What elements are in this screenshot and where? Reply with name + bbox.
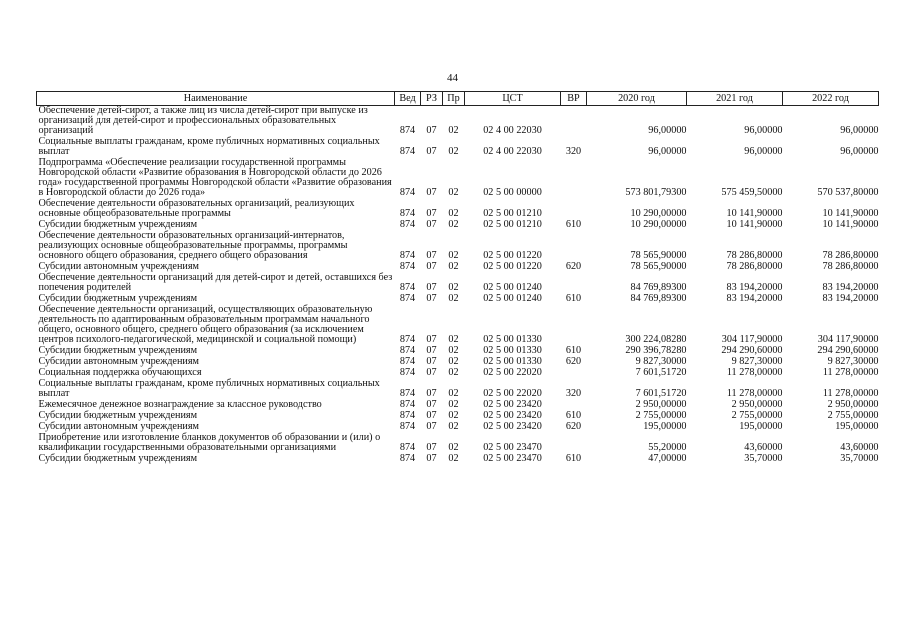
cell-2020: 78 565,90000 xyxy=(630,261,687,272)
cell-2020: 7 601,51720 xyxy=(635,388,687,399)
col-header-rz: РЗ xyxy=(421,92,443,106)
cell-2022: 11 278,00000 xyxy=(822,388,879,399)
cell-ved: 874 xyxy=(399,250,416,261)
cell-cst: 02 5 00 23420 xyxy=(483,421,542,432)
cell-2022: 195,00000 xyxy=(835,421,879,432)
cell-name: Субсидии автономным учреждениям xyxy=(38,421,199,432)
cell-ved: 874 xyxy=(399,442,416,453)
cell-2021: 11 278,00000 xyxy=(726,388,783,399)
cell-name: Социальные выплаты гражданам, кроме публичных нормативных социальных выплат xyxy=(38,378,380,399)
cell-pr: 02 xyxy=(448,345,459,356)
cell-name: Обеспечение деятельности организаций для детей-сирот и детей, оставшихся без попечения родителей xyxy=(38,272,393,293)
cell-2020: 2 755,00000 xyxy=(635,410,687,421)
cell-vr xyxy=(561,305,587,346)
cell-rz: 07 xyxy=(426,388,437,399)
cell-pr: 02 xyxy=(448,293,459,304)
cell-2022: 96,00000 xyxy=(840,146,879,157)
cell-name: Ежемесячное денежное вознаграждение за классное руководство xyxy=(38,399,322,410)
cell-2021: 2 950,00000 xyxy=(731,399,783,410)
cell-2022: 96,00000 xyxy=(840,125,879,136)
cell-name: Субсидии бюджетным учреждениям xyxy=(38,293,198,304)
table-row xyxy=(37,454,879,465)
col-header-pr: Пр xyxy=(443,92,465,106)
cell-2021: 9 827,30000 xyxy=(731,356,783,367)
cell-2020: 10 290,00000 xyxy=(630,208,687,219)
cell-ved: 874 xyxy=(399,453,416,464)
cell-2021: 304 117,90000 xyxy=(721,334,783,345)
col-header-cst: ЦСТ xyxy=(465,92,561,106)
cell-cst: 02 5 00 23470 xyxy=(483,453,542,464)
cell-rz: 07 xyxy=(426,367,437,378)
cell-pr: 02 xyxy=(448,410,459,421)
cell-rz: 07 xyxy=(426,146,437,157)
cell-name: Субсидии бюджетным учреждениям xyxy=(38,219,198,230)
cell-2020: 78 565,90000 xyxy=(630,250,687,261)
cell-vr: 610 xyxy=(565,345,582,356)
cell-rz: 07 xyxy=(426,442,437,453)
cell-2020: 195,00000 xyxy=(643,421,687,432)
cell-2021: 78 286,80000 xyxy=(726,261,783,272)
cell-2020: 9 827,30000 xyxy=(635,356,687,367)
cell-vr: 620 xyxy=(565,356,582,367)
cell-2021: 43,60000 xyxy=(744,442,783,453)
cell-vr: 320 xyxy=(565,388,582,399)
cell-2021: 575 459,50000 xyxy=(721,187,783,198)
table-row xyxy=(37,433,879,454)
table-row xyxy=(37,273,879,294)
cell-2021: 35,70000 xyxy=(744,453,783,464)
cell-pr: 02 xyxy=(448,187,459,198)
cell-name: Субсидии бюджетным учреждениям xyxy=(38,453,198,464)
cell-vr: 610 xyxy=(565,410,582,421)
table-row xyxy=(37,199,879,220)
cell-name: Субсидии бюджетным учреждениям xyxy=(38,410,198,421)
cell-2020: 47,00000 xyxy=(648,453,687,464)
cell-cst: 02 5 00 01220 xyxy=(483,250,542,261)
cell-2022: 2 755,00000 xyxy=(827,410,879,421)
cell-2021: 83 194,20000 xyxy=(726,293,783,304)
cell-2022: 570 537,80000 xyxy=(817,187,879,198)
cell-name: Субсидии бюджетным учреждениям xyxy=(38,345,198,356)
cell-name: Обеспечение деятельности образовательных организаций-интернатов, реализующих основные общеобразовательные программы, программы основного общего образования, среднего общего образования xyxy=(38,230,348,261)
cell-cst: 02 4 00 22030 xyxy=(483,125,542,136)
cell-vr: 610 xyxy=(565,219,582,230)
cell-cst: 02 5 00 22020 xyxy=(483,388,542,399)
cell-name: Обеспечение деятельности организаций, осуществляющих образовательную деятельность по адаптированным образовательным программам начального общего, основного общего, среднего общего образования (за исключением центров психолого-педагогической, медицинской и социальной помощи) xyxy=(38,304,373,345)
cell-rz: 07 xyxy=(426,334,437,345)
cell-pr: 02 xyxy=(448,146,459,157)
cell-pr: 02 xyxy=(448,261,459,272)
cell-ved: 874 xyxy=(399,293,416,304)
cell-rz: 07 xyxy=(426,293,437,304)
cell-2021: 96,00000 xyxy=(744,146,783,157)
cell-vr: 620 xyxy=(565,421,582,432)
cell-2022: 83 194,20000 xyxy=(822,293,879,304)
col-header-vr: ВР xyxy=(561,92,587,106)
cell-2022: 83 194,20000 xyxy=(822,282,879,293)
cell-ved: 874 xyxy=(399,125,416,136)
cell-ved: 874 xyxy=(399,410,416,421)
cell-ved: 874 xyxy=(399,208,416,219)
cell-rz: 07 xyxy=(426,187,437,198)
table-row xyxy=(37,231,879,262)
cell-2022: 43,60000 xyxy=(840,442,879,453)
cell-2021: 83 194,20000 xyxy=(726,282,783,293)
col-header-name: Наименование xyxy=(37,92,395,106)
cell-name: Субсидии автономным учреждениям xyxy=(38,356,199,367)
col-header-2020: 2020 год xyxy=(587,92,687,106)
cell-2020: 84 769,89300 xyxy=(630,293,687,304)
cell-cst: 02 5 00 23420 xyxy=(483,410,542,421)
cell-2022: 78 286,80000 xyxy=(822,261,879,272)
cell-ved: 874 xyxy=(399,421,416,432)
cell-2022: 78 286,80000 xyxy=(822,250,879,261)
cell-rz: 07 xyxy=(426,399,437,410)
cell-vr xyxy=(561,273,587,294)
cell-vr xyxy=(561,368,587,379)
cell-cst: 02 5 00 01330 xyxy=(483,334,542,345)
header-row xyxy=(37,92,879,106)
budget-table xyxy=(36,91,879,465)
cell-2022: 10 141,90000 xyxy=(822,219,879,230)
table-row xyxy=(37,305,879,346)
cell-ved: 874 xyxy=(399,282,416,293)
cell-2022: 304 117,90000 xyxy=(817,334,879,345)
cell-name: Приобретение или изготовление бланков документов об образовании и (или) о квалификации государственными образовательными организациями xyxy=(38,432,381,453)
cell-2021: 10 141,90000 xyxy=(726,219,783,230)
cell-ved: 874 xyxy=(399,367,416,378)
cell-rz: 07 xyxy=(426,208,437,219)
cell-rz: 07 xyxy=(426,453,437,464)
cell-pr: 02 xyxy=(448,388,459,399)
cell-rz: 07 xyxy=(426,356,437,367)
table-row xyxy=(37,379,879,400)
cell-2021: 78 286,80000 xyxy=(726,250,783,261)
cell-pr: 02 xyxy=(448,421,459,432)
cell-cst: 02 5 00 01330 xyxy=(483,356,542,367)
cell-2022: 35,70000 xyxy=(840,453,879,464)
cell-cst: 02 5 00 01240 xyxy=(483,293,542,304)
cell-vr xyxy=(561,199,587,220)
cell-ved: 874 xyxy=(399,187,416,198)
cell-rz: 07 xyxy=(426,410,437,421)
cell-name: Субсидии автономным учреждениям xyxy=(38,261,199,272)
cell-cst: 02 5 00 23470 xyxy=(483,442,542,453)
cell-pr: 02 xyxy=(448,250,459,261)
cell-pr: 02 xyxy=(448,125,459,136)
cell-2021: 294 290,60000 xyxy=(721,345,783,356)
cell-2021: 10 141,90000 xyxy=(726,208,783,219)
page-number: 44 xyxy=(447,72,458,84)
cell-vr xyxy=(561,231,587,262)
cell-ved: 874 xyxy=(399,146,416,157)
cell-2021: 11 278,00000 xyxy=(726,367,783,378)
cell-vr: 610 xyxy=(565,293,582,304)
cell-rz: 07 xyxy=(426,345,437,356)
cell-pr: 02 xyxy=(448,399,459,410)
cell-name: Социальная поддержка обучающихся xyxy=(38,367,202,378)
col-header-ved: Вед xyxy=(395,92,421,106)
table-row xyxy=(37,137,879,158)
cell-cst: 02 5 00 23420 xyxy=(483,399,542,410)
cell-rz: 07 xyxy=(426,282,437,293)
cell-rz: 07 xyxy=(426,261,437,272)
cell-cst: 02 5 00 22020 xyxy=(483,367,542,378)
cell-ved: 874 xyxy=(399,334,416,345)
cell-cst: 02 5 00 01210 xyxy=(483,219,542,230)
cell-rz: 07 xyxy=(426,125,437,136)
col-header-2021: 2021 год xyxy=(687,92,783,106)
cell-2020: 10 290,00000 xyxy=(630,219,687,230)
cell-vr xyxy=(561,106,587,138)
cell-2020: 96,00000 xyxy=(648,125,687,136)
cell-cst: 02 5 00 01210 xyxy=(483,208,542,219)
cell-rz: 07 xyxy=(426,421,437,432)
cell-cst: 02 5 00 01220 xyxy=(483,261,542,272)
cell-pr: 02 xyxy=(448,442,459,453)
cell-rz: 07 xyxy=(426,219,437,230)
cell-cst: 02 4 00 22030 xyxy=(483,146,542,157)
cell-cst: 02 5 00 01330 xyxy=(483,345,542,356)
cell-ved: 874 xyxy=(399,345,416,356)
cell-vr xyxy=(561,433,587,454)
cell-pr: 02 xyxy=(448,208,459,219)
cell-pr: 02 xyxy=(448,367,459,378)
cell-2021: 195,00000 xyxy=(739,421,783,432)
cell-2020: 300 224,08280 xyxy=(625,334,687,345)
cell-pr: 02 xyxy=(448,334,459,345)
table-row xyxy=(37,158,879,199)
cell-2020: 55,20000 xyxy=(648,442,687,453)
col-header-2022: 2022 год xyxy=(783,92,879,106)
cell-2022: 10 141,90000 xyxy=(822,208,879,219)
cell-2020: 2 950,00000 xyxy=(635,399,687,410)
cell-ved: 874 xyxy=(399,399,416,410)
table-row xyxy=(37,106,879,138)
cell-pr: 02 xyxy=(448,282,459,293)
cell-2020: 96,00000 xyxy=(648,146,687,157)
cell-cst: 02 5 00 00000 xyxy=(483,187,542,198)
cell-2021: 96,00000 xyxy=(744,125,783,136)
cell-2020: 290 396,78280 xyxy=(625,345,687,356)
cell-name: Социальные выплаты гражданам, кроме публичных нормативных социальных выплат xyxy=(38,136,380,157)
cell-ved: 874 xyxy=(399,261,416,272)
cell-2021: 2 755,00000 xyxy=(731,410,783,421)
cell-ved: 874 xyxy=(399,356,416,367)
cell-cst: 02 5 00 01240 xyxy=(483,282,542,293)
cell-2022: 11 278,00000 xyxy=(822,367,879,378)
cell-vr: 320 xyxy=(565,146,582,157)
cell-pr: 02 xyxy=(448,219,459,230)
cell-2020: 7 601,51720 xyxy=(635,367,687,378)
cell-name: Обеспечение детей-сирот, а также лиц из числа детей-сирот при выпуске из организаций для детей-сирот и профессиональных образовательных организаций xyxy=(38,105,368,136)
cell-2022: 9 827,30000 xyxy=(827,356,879,367)
cell-vr xyxy=(561,158,587,199)
cell-pr: 02 xyxy=(448,453,459,464)
cell-vr: 620 xyxy=(565,261,582,272)
cell-2022: 2 950,00000 xyxy=(827,399,879,410)
cell-2020: 573 801,79300 xyxy=(625,187,687,198)
cell-2022: 294 290,60000 xyxy=(817,345,879,356)
cell-2020: 84 769,89300 xyxy=(630,282,687,293)
cell-ved: 874 xyxy=(399,219,416,230)
cell-rz: 07 xyxy=(426,250,437,261)
cell-pr: 02 xyxy=(448,356,459,367)
cell-vr: 610 xyxy=(565,453,582,464)
cell-name: Подпрограмма «Обеспечение реализации государственной программы Новгородской области «Развитие образования в Новгородской области до 2026 года» государственной программы Новгородской области «Развитие образования в Новгородской области до 2026 года» xyxy=(38,157,392,198)
table-body xyxy=(37,106,879,466)
cell-name: Обеспечение деятельности образовательных организаций, реализующих основные общеобразовательные программы xyxy=(38,198,355,219)
cell-ved: 874 xyxy=(399,388,416,399)
